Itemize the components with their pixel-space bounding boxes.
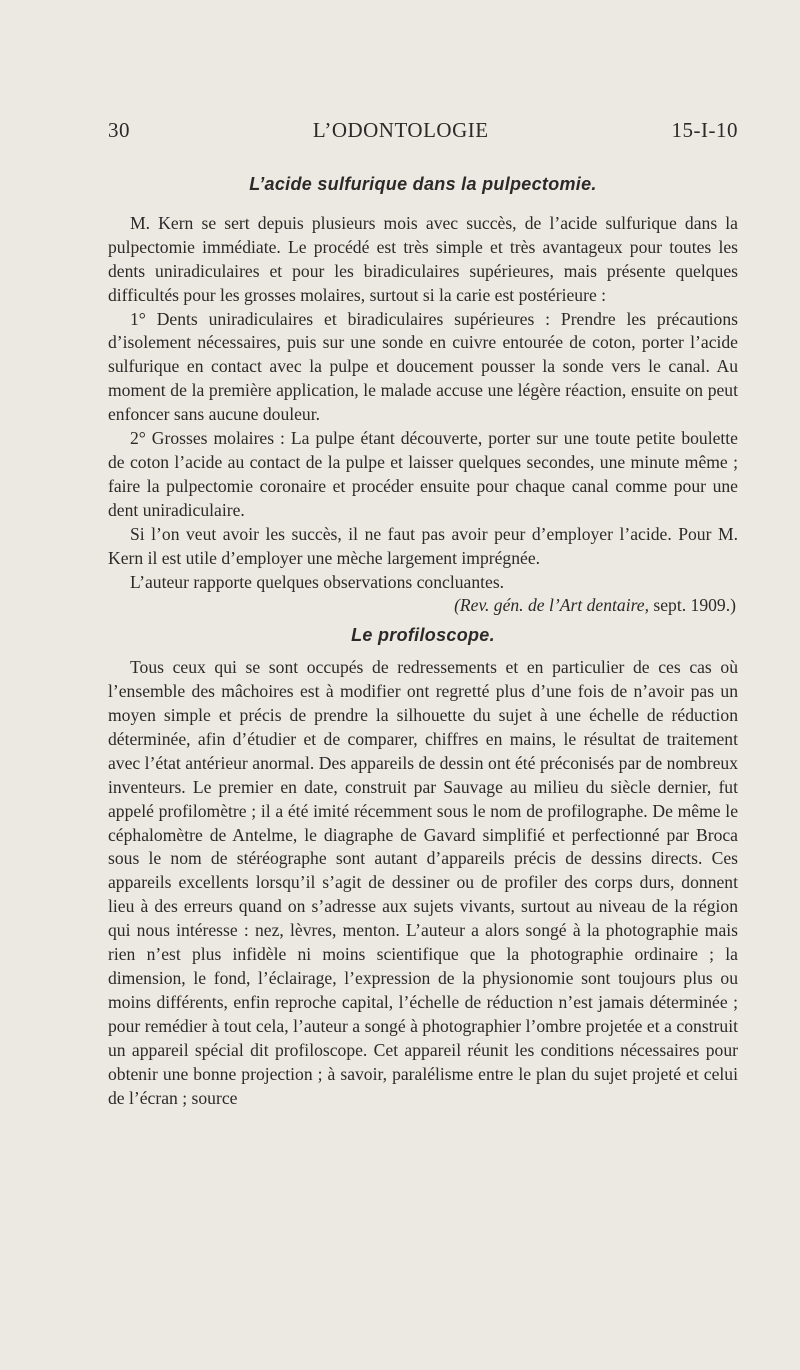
paragraph: 2° Grosses molaires : La pulpe étant découverte, porter sur une toute petite boulette de coton l’acide au contact de la pulpe et laisser quelques secondes, une minute même ; faire la pulpectomie coronaire et procéder ensuite pour chaque canal comme pour une dent uniradiculaire. — [108, 428, 738, 520]
paragraph: 1° Dents uniradiculaires et biradiculaires supérieures : Prendre les précautions d’isolement nécessaires, puis sur une sonde en cuivre entourée de coton, porter l’acide sulfurique en contact avec la pulpe et doucement pousser la sonde vers le canal. Au moment de la première application, le malade accuse une légère réaction, ensuite on peut enfoncer sans aucune douleur. — [108, 308, 738, 425]
section-title-acide-sulfurique: L’acide sulfurique dans la pulpectomie. — [249, 174, 597, 194]
section-title-profiloscope: Le profiloscope. — [351, 625, 495, 646]
page-number: 30 — [108, 118, 130, 142]
paragraph: Tous ceux qui se sont occupés de redressements et en particulier de ces cas où l’ensemble des mâchoires est à modifier ont regretté plus d’une fois de n’avoir pas un moyen simple et précis de prendre la silhouette du sujet à une échelle de réduction déterminée, afin d’étudier et de comparer, chiffres en mains, le résultat de traitement avec l’état antérieur anormal. Des appareils de dessin ont été préconisés par de nombreux inventeurs. Le premier en date, construit par Sauvage au milieu du siècle dernier, fut appelé profilomètre ; il a été imité récemment sous le nom de profilographe. De même le céphalomètre de Antelme, le diagraphe de Gavard simplifié et perfectionné par Broca sous le nom de stéréographe sont autant d’appareils précis de dessins directs. Ces appareils excellents lorsqu’il s’agit de dessiner ou de profiler des corps durs, donnent lieu à des erreurs quand on s’adresse aux sujets vivants, surtout au niveau de la région qui nous intéresse : nez, lèvres, menton. L’auteur a alors songé à la photographie mais rien n’est plus infidèle ni moins scientifique que la photographie ordinaire ; la dimension, le fond, l’éclairage, l’expression de la physionomie sont toujours plus ou moins différents, enfin reproche capital, l’échelle de réduction n’est jamais déterminée ; pour remédier à tout cela, l’auteur a songé à photographier l’ombre projetée et a construit un appareil spécial dit profiloscope. Cet appareil réunit les conditions nécessaires pour obtenir une bonne projection ; à savoir, paralélisme entre le plan du sujet projeté et celui de l’écran ; source — [108, 657, 738, 1108]
citation — [108, 594, 738, 618]
running-header — [108, 118, 738, 143]
issue-date: 15-I-10 — [671, 118, 738, 142]
paragraph: L’auteur rapporte quelques observations concluantes. — [130, 571, 505, 592]
paragraph: Si l’on veut avoir les succès, il ne faut pas avoir peur d’employer l’acide. Pour M. Kern il est utile d’employer une mèche largement imprégnée. — [108, 523, 738, 568]
article-body — [108, 173, 738, 1110]
citation-source: (Rev. gén. de l’Art dentaire, — [454, 595, 649, 616]
journal-title: L’ODONTOLOGIE — [312, 118, 489, 142]
citation-date: sept. 1909.) — [653, 595, 736, 616]
paragraph: M. Kern se sert depuis plusieurs mois avec succès, de l’acide sulfurique dans la pulpectomie immédiate. Le procédé est très simple et très avantageux pour toutes les dents uniradiculaires et pour les biradiculaires supérieures, mais présente quelques difficultés pour les grosses molaires, surtout si la carie est postérieure : — [108, 212, 738, 305]
